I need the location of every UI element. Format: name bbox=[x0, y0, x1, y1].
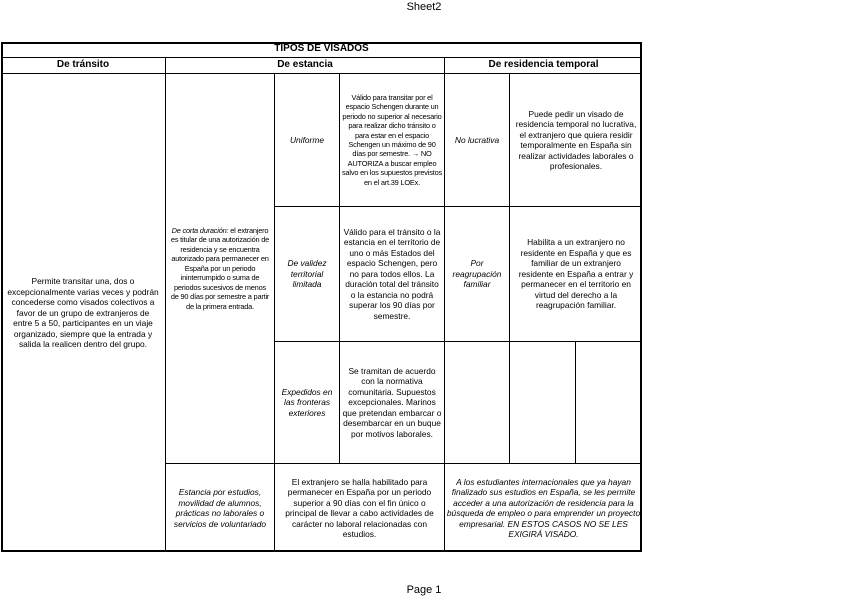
fronteras-description: Se tramitan de acuerdo con la normativa comunitaria. Supuestos excepcionales. Marinos que pretendan embarcar o desembarcar en un buque por motivos laborales. bbox=[340, 342, 445, 464]
header-estancia: De estancia bbox=[166, 58, 445, 74]
validez-territorial-description: Válido para el tránsito o la estancia en el territorio de uno o más Estados del espacio Schengen, pero no para todos ellos. La duración total del tránsito o la estancia no podrá superar los 90 días por semestre. bbox=[340, 207, 445, 342]
corta-duracion-label: De corta duración: bbox=[171, 225, 229, 235]
uniforme-label: Uniforme bbox=[275, 74, 340, 207]
sheet-title: Sheet2 bbox=[406, 1, 442, 13]
transito-description: Permite transitar una, dos o excepcionalmente varias veces y podrán concederse como visados colectivos a favor de un grupo de extranjeros de entre 5 a 50, participantes en un viaje organizado, siempre que la entrada y salida la realicen dentro del grupo. bbox=[1, 74, 166, 552]
empty-cell bbox=[576, 342, 642, 464]
corta-duracion-cell bbox=[166, 74, 275, 464]
no-lucrativa-label: No lucrativa bbox=[445, 74, 510, 207]
estudios-label: Estancia por estudios, movilidad de alumnos, prácticas no laborales o servicios de voluntariado bbox=[166, 464, 275, 552]
uniforme-description: Válido para transitar por el espacio Schengen durante un periodo no superior al necesario para realizar dicho tránsito o para estar en el espacio Schengen un máximo de 90 días por semestre. → NO AUTORIZA a buscar empleo salvo en los supuestos previstos en el art.39 LOEx. bbox=[340, 74, 445, 207]
empty-cell bbox=[510, 342, 576, 464]
empty-cell bbox=[445, 342, 510, 464]
estudios-residencia-note: A los estudiantes internacionales que ya hayan finalizado sus estudios en España, se les permite acceder a una autorización de residencia para la búsqueda de empleo o para emprender un proyecto empresarial. EN ESTOS CASOS NO SE LES EXIGIRÁ VISADO. bbox=[446, 476, 641, 539]
reagrupacion-label: Por reagrupación familiar bbox=[445, 207, 510, 342]
table-title: TIPOS DE VISADOS bbox=[1, 42, 642, 58]
corta-duracion-text: el extranjero es titular de una autorización de residencia y se encuentra autorizado para permanecer en España por un periodo ininterrumpido o suma de periodos sucesivos de menos de 90 días por semestre a partir de la primera entrada. bbox=[170, 225, 270, 311]
validez-territorial-label: De validez territorial limitada bbox=[275, 207, 340, 342]
reagrupacion-description: Habilita a un extranjero no residente en España y que es familiar de un extranjero residente en España a entrar y permanecer en el territorio en virtud del derecho a la reagrupación familiar. bbox=[510, 207, 642, 342]
estudios-description: El extranjero se halla habilitado para permanecer en España por un periodo superior a 90 días con el fin único o principal de llevar a cabo actividades de carácter no laboral relacionadas con estudios. bbox=[275, 464, 445, 552]
fronteras-label: Expedidos en las fronteras exteriores bbox=[275, 342, 340, 464]
no-lucrativa-description: Puede pedir un visado de residencia temporal no lucrativa, el extranjero que quiera residir temporalmente en España sin realizar actividades laborales o profesionales. bbox=[510, 74, 642, 207]
header-transito: De tránsito bbox=[1, 58, 166, 74]
header-residencia: De residencia temporal bbox=[445, 58, 642, 74]
page-footer: Page 1 bbox=[406, 584, 442, 596]
